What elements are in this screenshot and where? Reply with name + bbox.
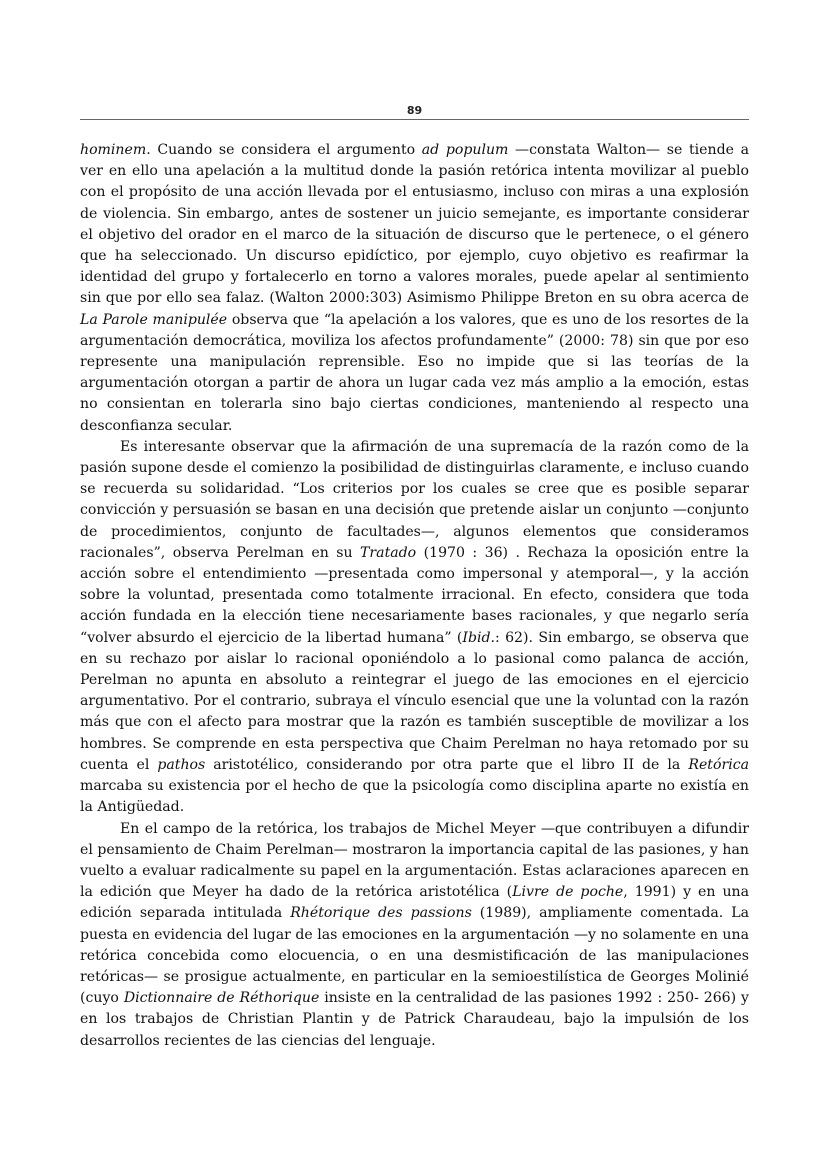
italic-text: Ibid. xyxy=(462,629,495,646)
italic-text: pathos xyxy=(157,756,206,773)
text-run: En el campo de la retórica, los trabajos de Michel Meyer —que contribuyen a difundir el pensamiento de Chaim Perelman— mostraron la importancia capital de las pasiones, y han vuelto a evaluar radicalmente su papel en la argumentación. Estas aclaraciones aparecen en la edición que Meyer ha dado de la retórica aristotélica ( xyxy=(80,820,749,901)
text-run: . Cuando se considera el argumento xyxy=(146,142,422,158)
text-run: marcaba su existencia por el hecho de que la psicología como disciplina aparte no existía en la Antigüedad. xyxy=(80,778,749,816)
italic-text: La Parole manipulée xyxy=(80,311,228,328)
text-run: , 1991) y en una edición separada intitulada xyxy=(80,884,750,922)
italic-text: ad populum xyxy=(421,142,509,158)
italic-text: Retórica xyxy=(688,756,750,773)
italic-text: hominem xyxy=(80,142,147,158)
italic-text: Dictionnaire de Réthorique xyxy=(123,990,320,1007)
text-run: (1989), ampliamente comentada. La puesta en evidencia del lugar de las emociones en la argumentación —y no solamente en una retórica concebida como elocuencia, o en una desmistificación de las manipulaciones retóricas— se prosigue actualmente, en particular en la semioestilística de Georges Molinié (cuyo xyxy=(80,905,749,1007)
italic-text: Tratado xyxy=(360,544,417,561)
italic-text: Livre de poche xyxy=(512,884,624,901)
body-text xyxy=(80,140,749,1052)
page-number: 89 xyxy=(406,104,423,117)
text-run: —constata Walton— se tiende a ver en ello una apelación a la multitud donde la pasión retórica intenta movilizar al pueblo con el propósito de una acción llevada por el entusiasmo, incluso con miras a una explosión de violencia. Sin embargo, antes de sostener un juicio semejante, es importante considerar el objetivo del orador en el marco de la situación de discurso que le pertenece, o el género que ha seleccionado. Un discurso epidíctico, por ejemplo, cuyo objetivo es reafirmar la identidad del grupo y fortalecerlo en torno a valores morales, puede apelar al sentimiento sin que por ello sea falaz. (Walton 2000:303) Asimismo Philippe Breton en su obra acerca de xyxy=(80,142,750,307)
text-run: observa que “la apelación a los valores, que es uno de los resortes de la argumentación democrática, moviliza los afectos profundamente” (2000: 78) sin que por eso represente una manipulación reprensible. Eso no impide que si las teorías de la argumentación otorgan a partir de ahora un lugar cada vez más amplio a la emoción, estas no consientan en tolerarla sino bajo ciertas condiciones, manteniendo al respecto una desconfianza secular. xyxy=(80,311,749,434)
text-run: insiste en la centralidad de las pasiones 1992 : 250- 266) y en los trabajos de Christian Plantin y de Patrick Charaudeau, bajo la impulsión de los desarrollos recientes de las ciencias del lenguaje. xyxy=(80,990,749,1049)
paragraph xyxy=(80,140,749,437)
italic-text: Rhétorique des passions xyxy=(290,905,472,922)
header-rule xyxy=(80,119,749,120)
text-run: Es interesante observar que la afirmación de una supremacía de la razón como de la pasión supone desde el comienzo la posibilidad de distinguirlas claramente, e incluso cuando se recuerda su solidaridad. “Los criterios por los cuales se cree que es posible separar convicción y persuasión se basan en una decisión que pretende aislar un conjunto —conjunto de procedimientos, conjunto de facultades—, algunos elementos que consideramos racionales”, observa Perelman en su xyxy=(80,438,749,561)
text-run: aristotélico, considerando por otra parte que el libro II de la xyxy=(205,756,689,773)
text-run: (1970 : 36) . Rechaza la oposición entre la acción sobre el entendimiento —presentada como impersonal y atemporal—, y la acción sobre la voluntad, presentada como totalmente irracional. En efecto, considera que toda acción fundada en la elección tiene necesariamente bases racionales, y que negarlo sería “volver absurdo el ejercicio de la libertad humana” ( xyxy=(80,544,749,646)
text-run: : 62). Sin embargo, se observa que en su rechazo por aislar lo racional oponiéndolo a lo pasional como palanca de acción, Perelman no apunta en absoluto a reintegrar el juego de las emociones en el ejercicio argumentativo. Por el contrario, subraya el vínculo esencial que une la voluntad con la razón más que con el afecto para mostrar que la razón es también susceptible de movilizar a los hombres. Se comprende en esta perspectiva que Chaim Perelman no haya retomado por su cuenta el xyxy=(80,629,749,773)
paragraph xyxy=(80,437,749,819)
paragraph xyxy=(80,819,749,1052)
